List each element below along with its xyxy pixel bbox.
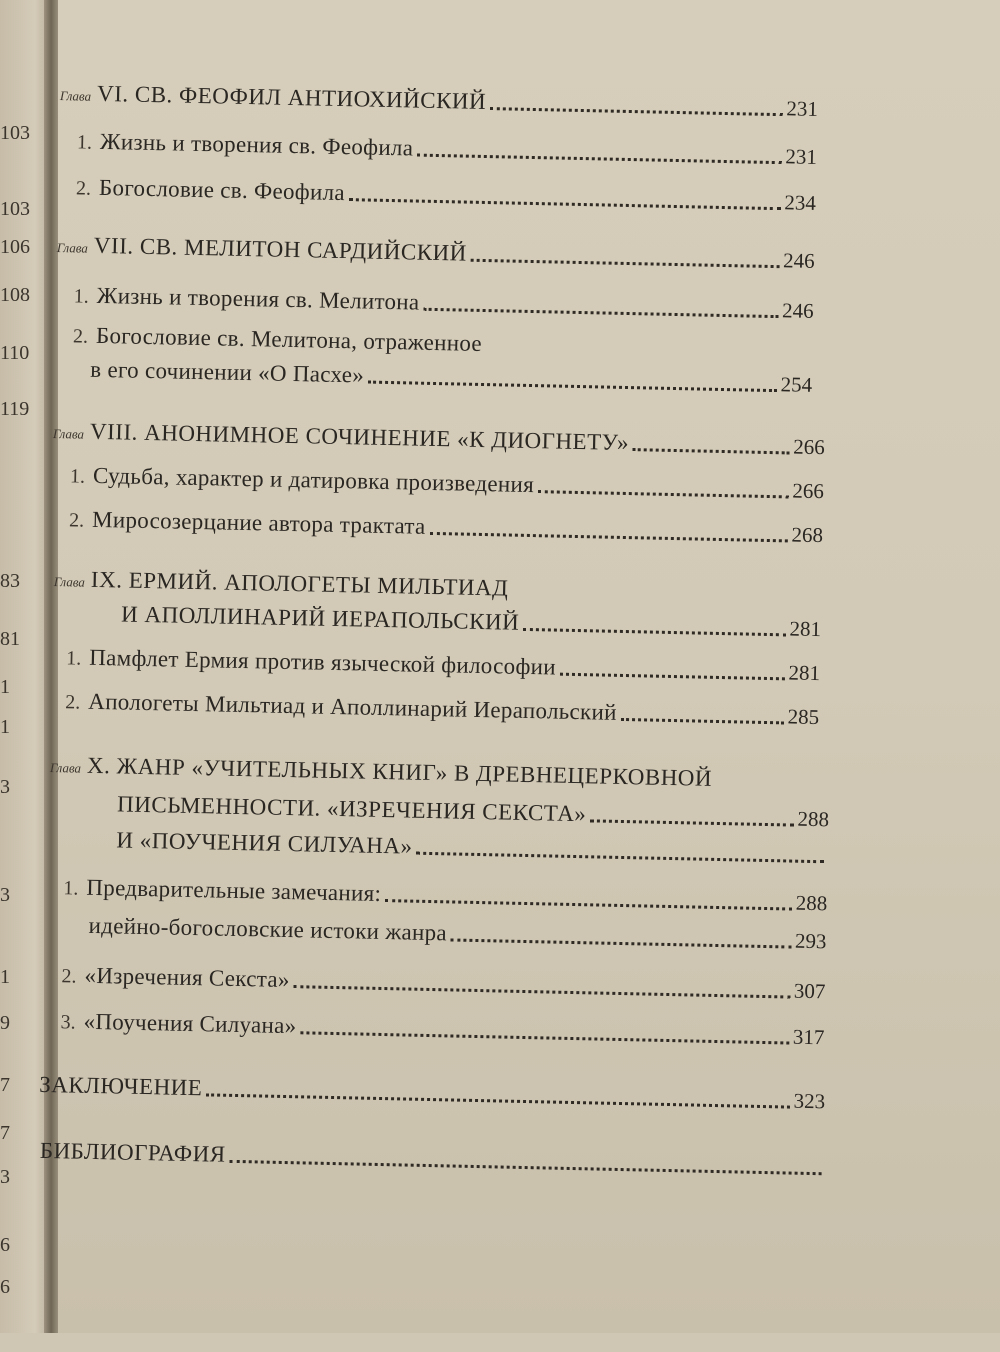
entry-title: Судьба, характер и датировка произведения <box>92 462 535 498</box>
toc-entry <box>60 1008 824 1050</box>
page-number: 268 <box>791 522 824 548</box>
page-number: 288 <box>797 806 830 832</box>
page-number: 246 <box>782 248 815 273</box>
entry-title: Апологеты Мильтиад и Аполлинарий Иерапольский <box>88 688 618 725</box>
leader-dots <box>385 899 792 911</box>
margin-number: 106 <box>0 236 30 258</box>
margin-number: 119 <box>0 398 30 420</box>
chapter-title: VII. СВ. МЕЛИТОН САРДИЙСКИЙ <box>93 232 468 266</box>
chapter-6-heading <box>60 80 818 122</box>
margin-number: 6 <box>0 1276 10 1298</box>
entry-title: Памфлет Ермия против языческой философии <box>88 644 557 680</box>
table-of-contents <box>30 0 1000 1352</box>
page-number: 246 <box>781 298 814 323</box>
page-number: 234 <box>784 190 817 215</box>
chapter-label: Глава <box>56 240 89 256</box>
margin-number: 7 <box>0 1122 10 1144</box>
chapter-title: И АПОЛЛИНАРИЙ ИЕРАПОЛЬСКИЙ <box>120 601 520 635</box>
chapter-title: X. ЖАНР «УЧИТЕЛЬНЫХ КНИГ» В ДРЕВНЕЦЕРКОВНОЙ <box>86 752 713 791</box>
section-title: ЗАКЛЮЧЕНИЕ <box>39 1071 203 1101</box>
leader-dots <box>590 819 793 826</box>
toc-entry <box>63 874 827 916</box>
margin-number: 108 <box>0 284 30 306</box>
chapter-heading-continuation <box>121 601 821 642</box>
toc-entry <box>66 644 820 686</box>
page-number: 266 <box>793 434 826 460</box>
margin-number: 1 <box>0 676 10 698</box>
leader-dots <box>368 381 777 393</box>
margin-number: 81 <box>0 628 20 650</box>
leader-dots <box>471 259 779 268</box>
page-number: 231 <box>785 144 818 169</box>
toc-entry <box>70 462 824 504</box>
entry-title: «Изречения Секста» <box>84 962 290 993</box>
margin-number: 7 <box>0 1074 10 1096</box>
leader-dots <box>417 154 781 165</box>
leader-dots <box>429 532 787 542</box>
margin-number: 103 <box>0 198 30 220</box>
entry-number: 1. <box>63 877 79 900</box>
toc-entry <box>65 688 819 730</box>
chapter-title: VI. СВ. ФЕОФИЛ АНТИОХИЙСКИЙ <box>96 80 487 114</box>
leader-dots <box>621 718 784 724</box>
leader-dots <box>206 1093 789 1108</box>
toc-entry <box>61 962 825 1004</box>
toc-entry <box>69 506 823 548</box>
page-number: 281 <box>788 660 821 686</box>
entry-title: Предварительные замечания: <box>86 874 382 906</box>
page-number: 307 <box>793 978 826 1004</box>
chapter-heading-continuation <box>116 827 828 868</box>
toc-entry <box>77 128 817 169</box>
leader-dots <box>293 985 789 998</box>
margin-number: 1 <box>0 966 10 988</box>
entry-title: «Поучения Силуана» <box>83 1008 297 1039</box>
leader-dots <box>300 1031 789 1044</box>
page-number: 323 <box>793 1088 826 1114</box>
margin-number: 3 <box>0 776 10 798</box>
chapter-heading-continuation <box>117 791 829 832</box>
margin-number: 3 <box>0 884 10 906</box>
entry-number: 2. <box>75 177 92 200</box>
margin-number: 103 <box>0 122 30 144</box>
leader-dots <box>490 107 782 116</box>
margin-number: 1 <box>0 716 10 738</box>
margin-number: 9 <box>0 1012 10 1034</box>
margin-number: 3 <box>0 1166 10 1188</box>
leader-dots <box>451 938 791 948</box>
toc-entry-continuation <box>88 913 826 954</box>
chapter-8-heading <box>53 418 825 460</box>
entry-title: идейно-богословские истоки жанра <box>88 912 448 946</box>
entry-title: Жизнь и творения св. Мелитона <box>96 282 420 315</box>
leader-dots <box>633 448 789 454</box>
chapter-title: IX. ЕРМИЙ. АПОЛОГЕТЫ МИЛЬТИАД <box>90 566 509 601</box>
chapter-label: Глава <box>52 425 85 442</box>
leader-dots <box>349 198 781 210</box>
page-number: 293 <box>794 928 827 954</box>
entry-number: 1. <box>69 465 86 488</box>
leader-dots <box>423 308 778 318</box>
page-number: 288 <box>795 890 828 916</box>
leader-dots <box>229 1160 821 1175</box>
entry-title: Богословие св. Феофила <box>98 174 346 206</box>
toc-entry <box>73 322 813 363</box>
entry-title: Богословие св. Мелитона, отраженное <box>95 322 483 356</box>
entry-number: 2. <box>61 965 77 988</box>
margin-number: 83 <box>0 570 20 592</box>
page-number: 266 <box>792 478 825 504</box>
toc-entry <box>76 174 816 215</box>
chapter-title: VIII. АНОНИМНОЕ СОЧИНЕНИЕ «К ДИОГНЕТУ» <box>89 418 630 456</box>
chapter-label: Глава <box>59 88 92 104</box>
page-number: 231 <box>786 96 819 121</box>
entry-number: 3. <box>60 1011 76 1034</box>
entry-number: 2. <box>65 691 81 714</box>
page-number: 317 <box>792 1024 825 1050</box>
margin-number: 6 <box>0 1234 10 1256</box>
leader-dots <box>416 852 824 864</box>
leader-dots <box>523 628 785 636</box>
toc-entry <box>74 282 814 323</box>
entry-number: 2. <box>68 509 85 532</box>
section-title: БИБЛИОГРАФИЯ <box>39 1137 226 1167</box>
chapter-label: Глава <box>49 760 82 776</box>
toc-entry-continuation <box>90 357 812 398</box>
chapter-title: ПИСЬМЕННОСТИ. «ИЗРЕЧЕНИЯ СЕКСТА» <box>116 791 587 827</box>
chapter-label: Глава <box>53 574 86 590</box>
conclusion-entry <box>39 1072 825 1114</box>
bibliography-entry <box>40 1138 826 1180</box>
entry-title: в его сочинении «О Пасхе» <box>90 356 365 388</box>
entry-title: Жизнь и творения св. Феофила <box>99 128 414 161</box>
leader-dots <box>560 673 785 681</box>
page-number: 285 <box>787 704 820 730</box>
leader-dots <box>538 490 788 498</box>
chapter-10-heading <box>50 752 830 794</box>
page-number: 281 <box>789 616 822 642</box>
entry-number: 1. <box>65 647 82 670</box>
chapter-7-heading <box>57 232 815 274</box>
entry-number: 1. <box>73 285 90 308</box>
margin-number: 110 <box>0 342 30 364</box>
page-number: 254 <box>780 372 813 397</box>
chapter-title: И «ПОУЧЕНИЯ СИЛУАНА» <box>116 827 413 859</box>
entry-number: 1. <box>76 131 93 154</box>
entry-title: Миросозерцание автора трактата <box>91 506 426 539</box>
entry-number: 2. <box>72 325 89 348</box>
